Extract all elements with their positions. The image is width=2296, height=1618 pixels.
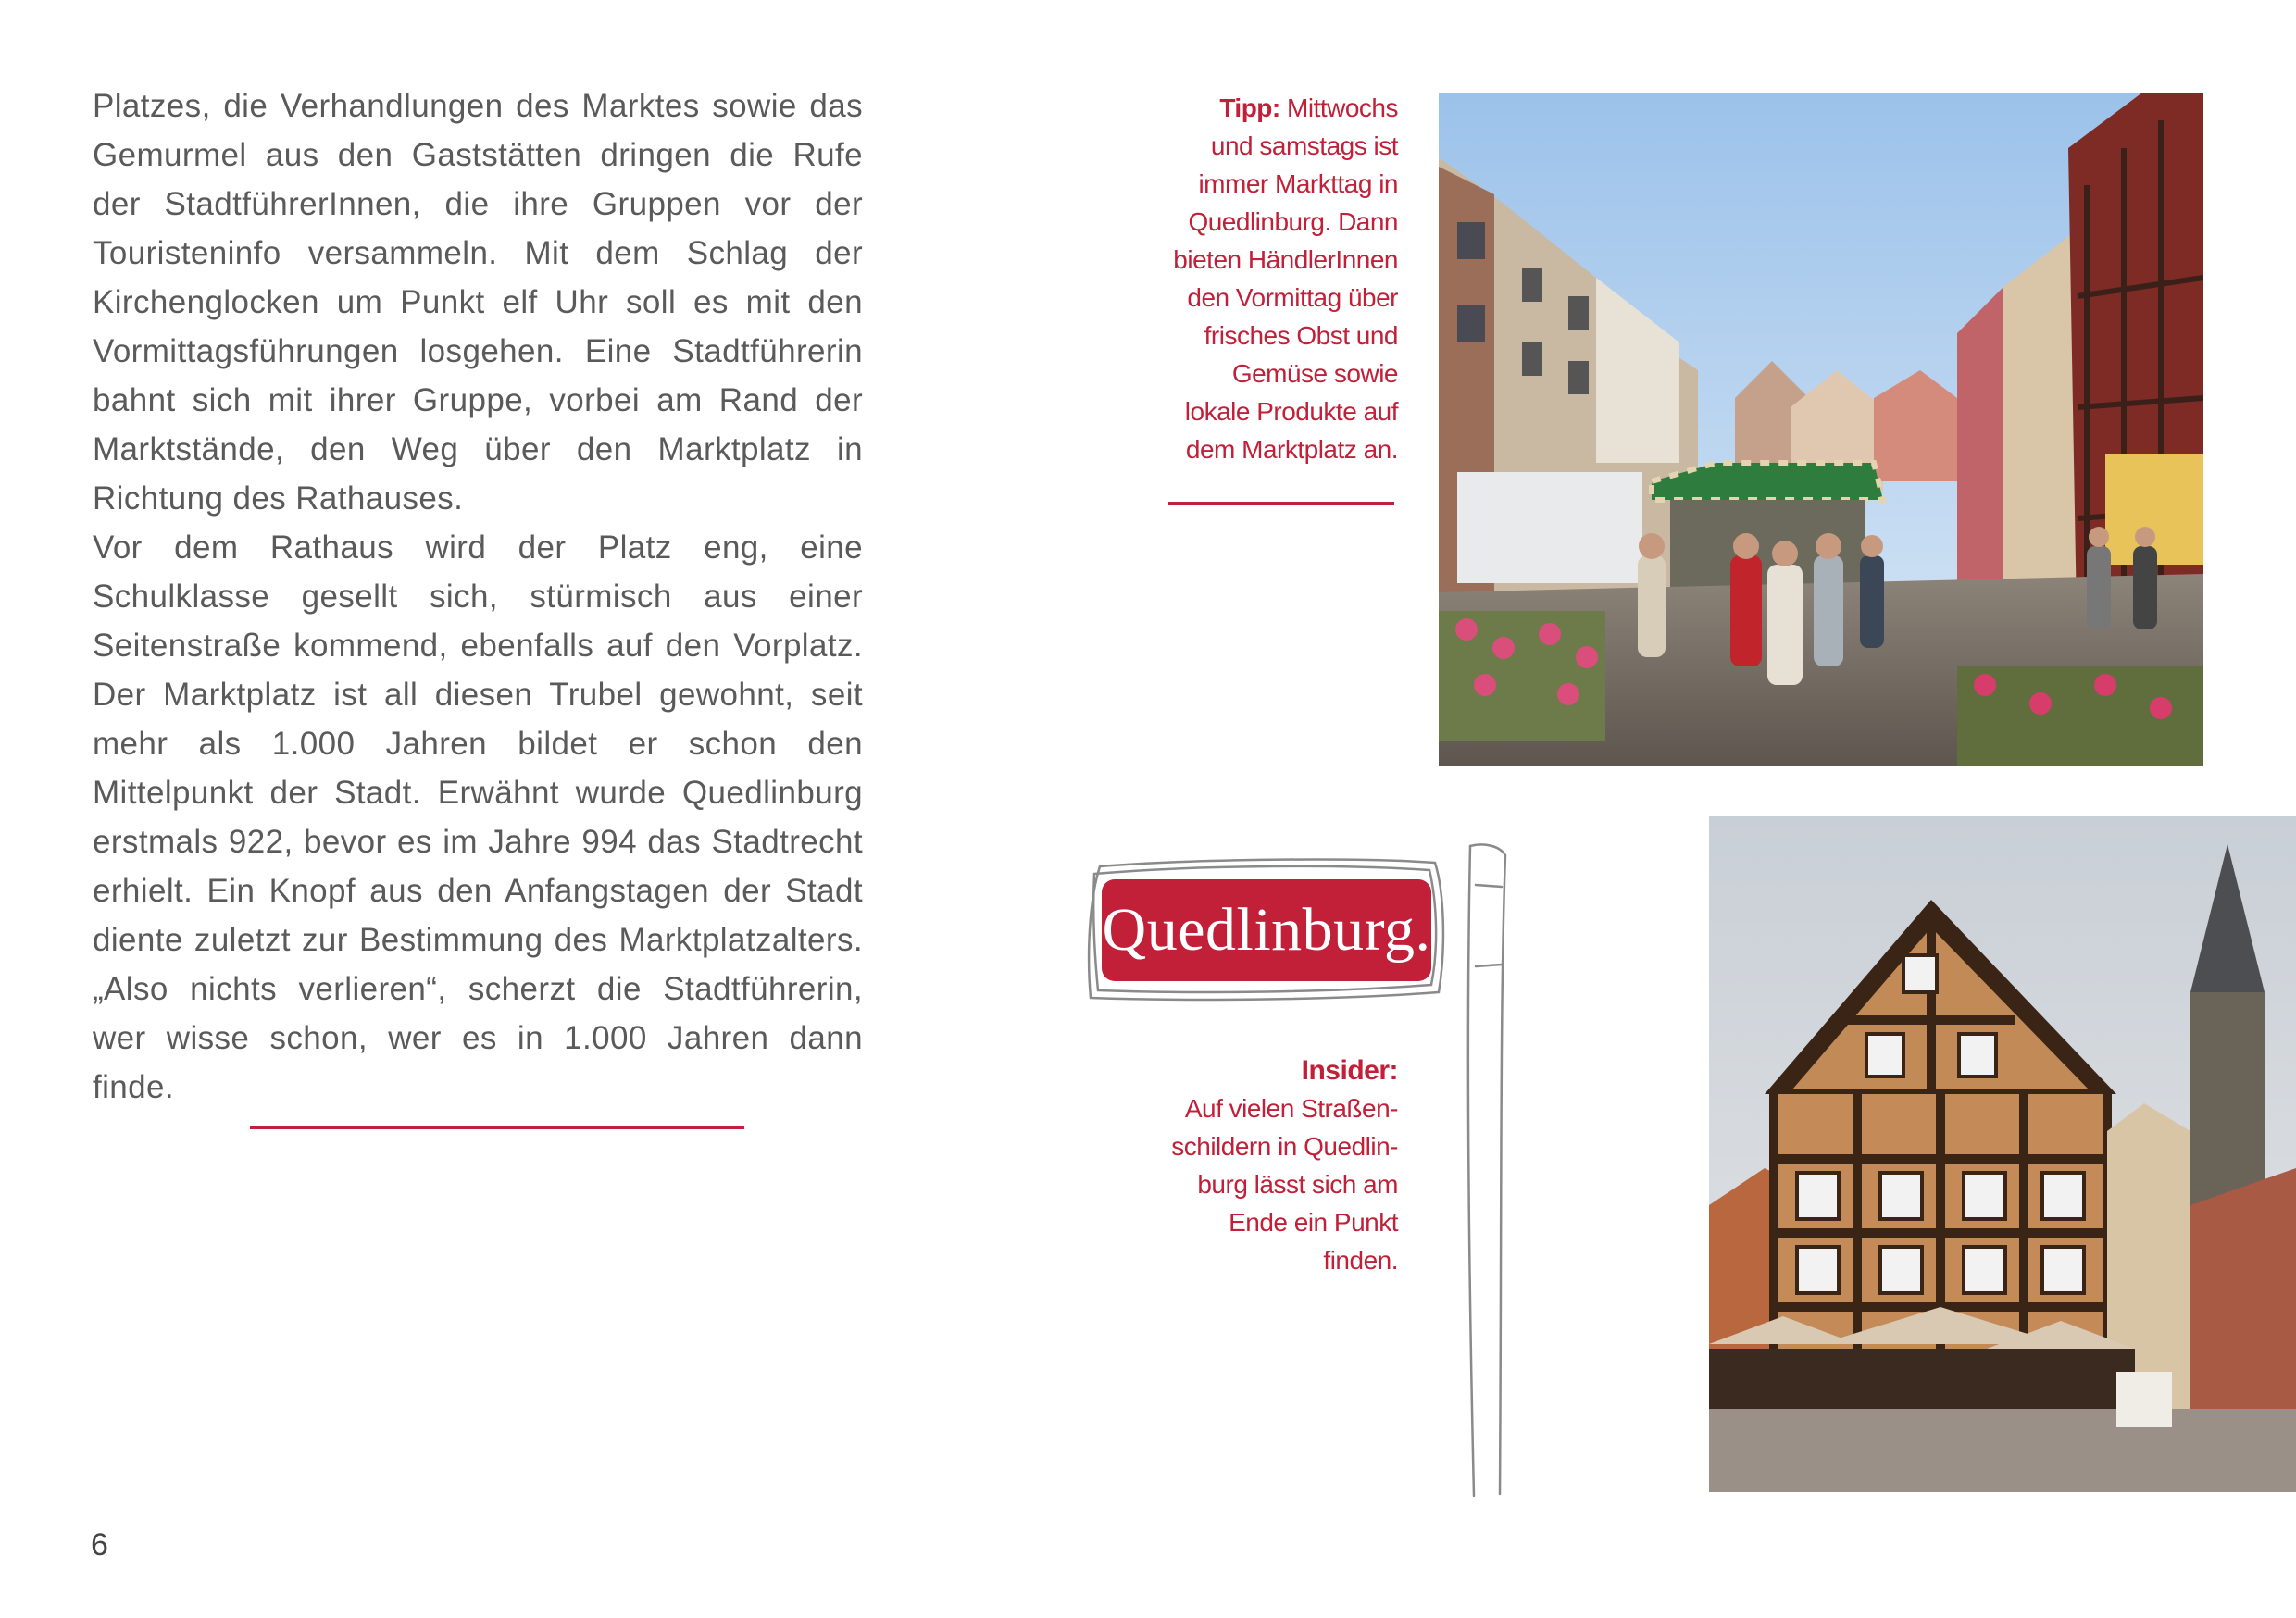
article-end-rule bbox=[250, 1126, 744, 1129]
insider-line-1: Auf vielen Straßen- bbox=[1184, 1094, 1398, 1123]
paragraph-1: Platzes, die Verhandlungen des Marktes sowie das Gemurmel aus den Gaststätten dringen die Rufe der StadtführerInnen, die ihre Gruppen vor der Touristeninfo versammeln. Mit dem Schlag der Kirchenglocken um Punkt elf Uhr soll es mit den Vormittagsführungen losgehen. Eine Stadtführerin bahnt sich mit ihrer Gruppe, vorbei am Rand der Marktstände, den Weg über den Marktplatz in Richtung des Rathauses. bbox=[93, 88, 863, 517]
insider-line-2: schildern in Quedlin- bbox=[1171, 1132, 1398, 1161]
tipp-line-4: Quedlinburg. Dann bbox=[1188, 207, 1398, 236]
main-article-text bbox=[93, 81, 863, 1112]
tipp-line-9: lokale Produkte auf bbox=[1184, 397, 1398, 426]
half-timbered-house-photo bbox=[1709, 816, 2296, 1492]
tipp-line-1: Tipp: Mittwochs bbox=[1219, 93, 1398, 122]
page-number: 6 bbox=[91, 1527, 108, 1562]
insider-box bbox=[1065, 1052, 1398, 1279]
tipp-line-6: den Vormittag über bbox=[1187, 283, 1398, 312]
tipp-label: Tipp: bbox=[1219, 93, 1280, 122]
tipp-line-7: frisches Obst und bbox=[1204, 321, 1398, 350]
insider-line-4: Ende ein Punkt bbox=[1229, 1208, 1398, 1237]
insider-line-5: finden. bbox=[1323, 1246, 1398, 1275]
tipp-line-3: immer Markttag in bbox=[1198, 169, 1398, 198]
market-square-photo bbox=[1439, 93, 2203, 766]
insider-line-3: burg lässt sich am bbox=[1197, 1170, 1398, 1199]
tipp-line-2: und samstags ist bbox=[1210, 131, 1398, 160]
tipp-box bbox=[1065, 89, 1398, 468]
tipp-line-10: dem Marktplatz an. bbox=[1185, 435, 1398, 464]
tipp-line-8: Gemüse sowie bbox=[1231, 359, 1398, 388]
tipp-rule bbox=[1168, 502, 1394, 505]
tipp-line-5: bieten HändlerInnen bbox=[1173, 245, 1398, 274]
paragraph-2: Vor dem Rathaus wird der Platz eng, eine Schulklasse gesellt sich, stürmisch aus einer Seitenstraße kommend, ebenfalls auf den Vorplatz. Der Marktplatz ist all diesen Trubel gewohnt, seit mehr als 1.000 Jahren bildet er schon den Mittelpunkt der Stadt. Erwähnt wurde Quedlinburg erstmals 922, bevor es im Jahre 994 das Stadtrecht erhielt. Ein Knopf aus den Anfangstagen der Stadt diente zuletzt zur Bestimmung des Marktplatzalters. „Also nichts verlieren“, scherzt die Stadtführerin, wer wisse schon, wer es in 1.000 Jahren dann finde. bbox=[93, 529, 863, 1105]
street-sign-text: Quedlinburg. bbox=[1102, 879, 1431, 981]
insider-label: Insider: bbox=[1301, 1055, 1398, 1086]
